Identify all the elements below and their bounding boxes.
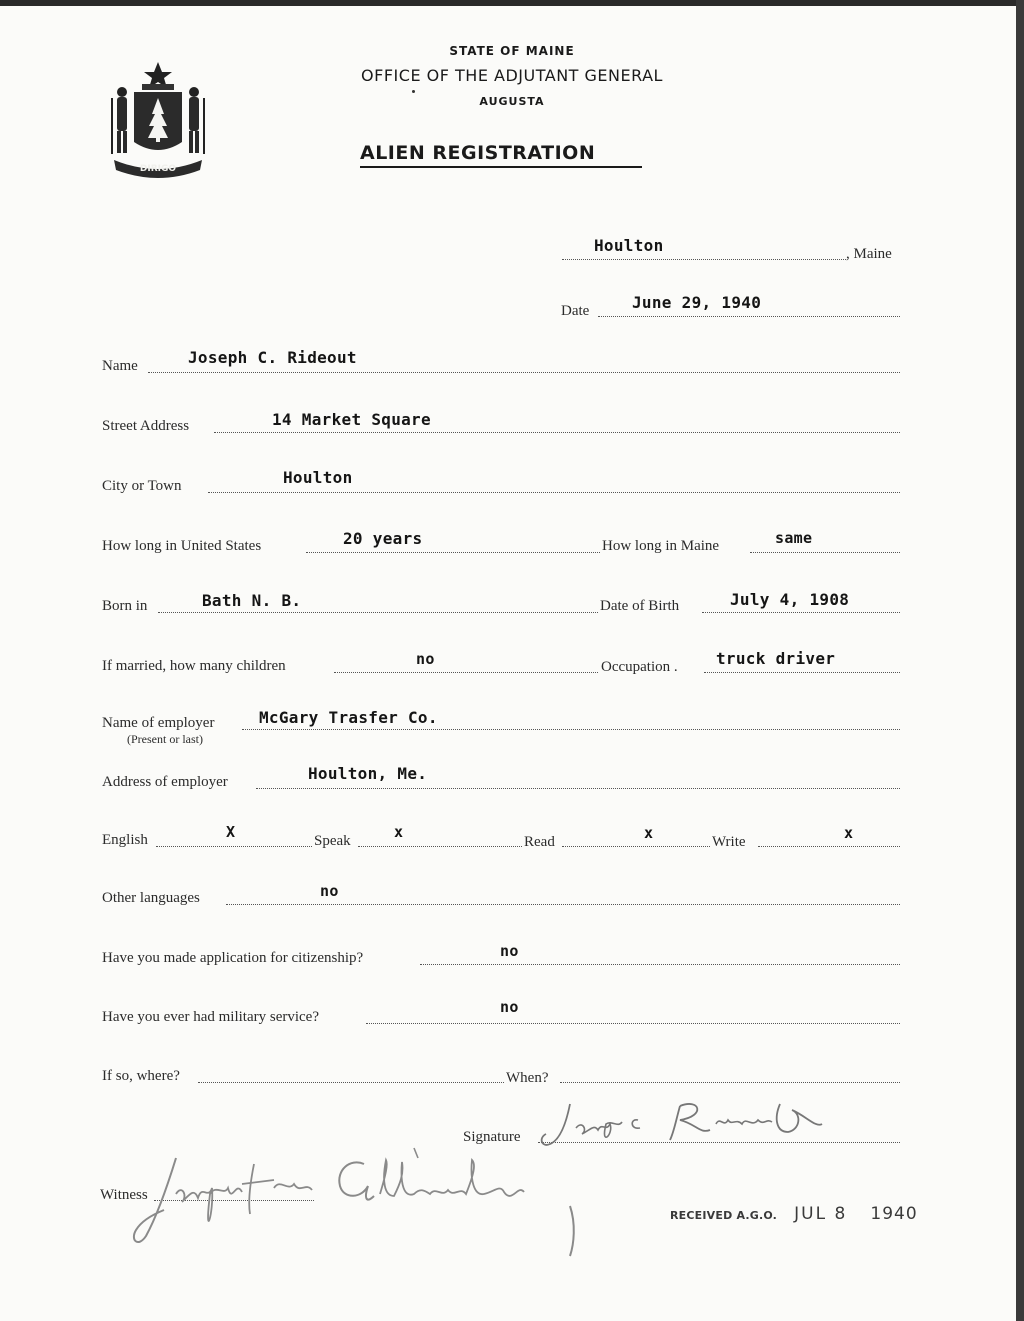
seal-banner-text: DIRIGO [139,164,177,174]
employer-line [242,729,900,730]
witness-label: Witness [100,1187,148,1203]
military-label: Have you ever had military service? [102,1009,319,1025]
other-languages-line [226,904,900,905]
name-label: Name [102,358,138,374]
born-in-value: Bath N. B. [202,591,302,610]
military-value: no [500,998,519,1016]
location-value: Houlton [594,236,664,255]
how-long-maine-value: same [775,529,813,547]
military-line [366,1023,900,1024]
where-label: If so, where? [102,1068,180,1084]
speak-value: x [394,823,404,841]
date-of-birth-label: Date of Birth [600,598,680,614]
citizenship-value: no [500,942,519,960]
street-address-line [214,432,900,433]
children-line [334,672,598,673]
name-line [148,372,900,373]
employer-label: Name of employer [102,715,215,731]
employer-address-label: Address of employer [102,774,228,790]
street-address-value: 14 Market Square [272,410,431,429]
english-value: X [226,823,236,841]
english-label: English [102,832,148,848]
street-address-label: Street Address [102,418,190,434]
employer-address-line [256,788,900,789]
how-long-maine-line [750,552,900,553]
read-value: x [644,824,654,842]
read-line [562,846,710,847]
city-label: City or Town [102,478,182,494]
when-line [560,1082,900,1083]
speak-line [358,846,522,847]
how-long-us-label: How long in United States [102,538,262,554]
speak-label: Speak [314,833,351,849]
how-long-us-value: 20 years [343,529,423,548]
header-dot [412,90,415,93]
occupation-value: truck driver [716,649,836,668]
city-heading: AUGUSTA [479,95,545,108]
state-heading: STATE OF MAINE [449,44,575,58]
location-line [562,259,846,260]
city-value: Houlton [283,468,353,487]
how-long-us-line [306,552,600,553]
signature-label: Signature [463,1129,521,1145]
employer-value: McGary Trasfer Co. [259,708,438,727]
form-title: ALIEN REGISTRATION [360,142,642,168]
born-in-label: Born in [102,598,148,614]
write-value: x [844,824,854,842]
other-languages-label: Other languages [102,890,200,906]
stamp-date: JUL 8 [794,1204,848,1224]
english-line [156,846,312,847]
employer-address-value: Houlton, Me. [308,764,428,783]
born-in-line [158,612,598,613]
stamp-year: 1940 [870,1204,918,1224]
name-value: Joseph C. Rideout [188,348,357,367]
read-label: Read [524,834,555,850]
where-line [198,1082,504,1083]
write-label: Write [712,834,746,850]
witness-signature-handwriting [124,1144,584,1264]
date-value: June 29, 1940 [632,293,762,312]
citizenship-label: Have you made application for citizenship? [102,950,364,966]
date-line [598,316,900,317]
citizenship-line [420,964,900,965]
other-languages-value: no [320,882,339,900]
city-line [208,492,900,493]
location-suffix: , Maine [846,246,892,262]
date-of-birth-value: July 4, 1908 [730,590,850,609]
date-of-birth-line [702,612,900,613]
received-stamp [670,1204,918,1224]
occupation-line [704,672,900,673]
stamp-received-text: RECEIVED A.G.O. [670,1209,778,1222]
office-heading: OFFICE OF THE ADJUTANT GENERAL [361,66,663,85]
date-label: Date [561,303,590,319]
when-label: When? [506,1070,549,1086]
employer-sublabel: (Present or last) [127,732,203,746]
how-long-maine-label: How long in Maine [602,538,720,554]
children-value: no [416,650,435,668]
write-line [758,846,900,847]
children-label: If married, how many children [102,658,286,674]
occupation-label: Occupation . [601,659,678,675]
